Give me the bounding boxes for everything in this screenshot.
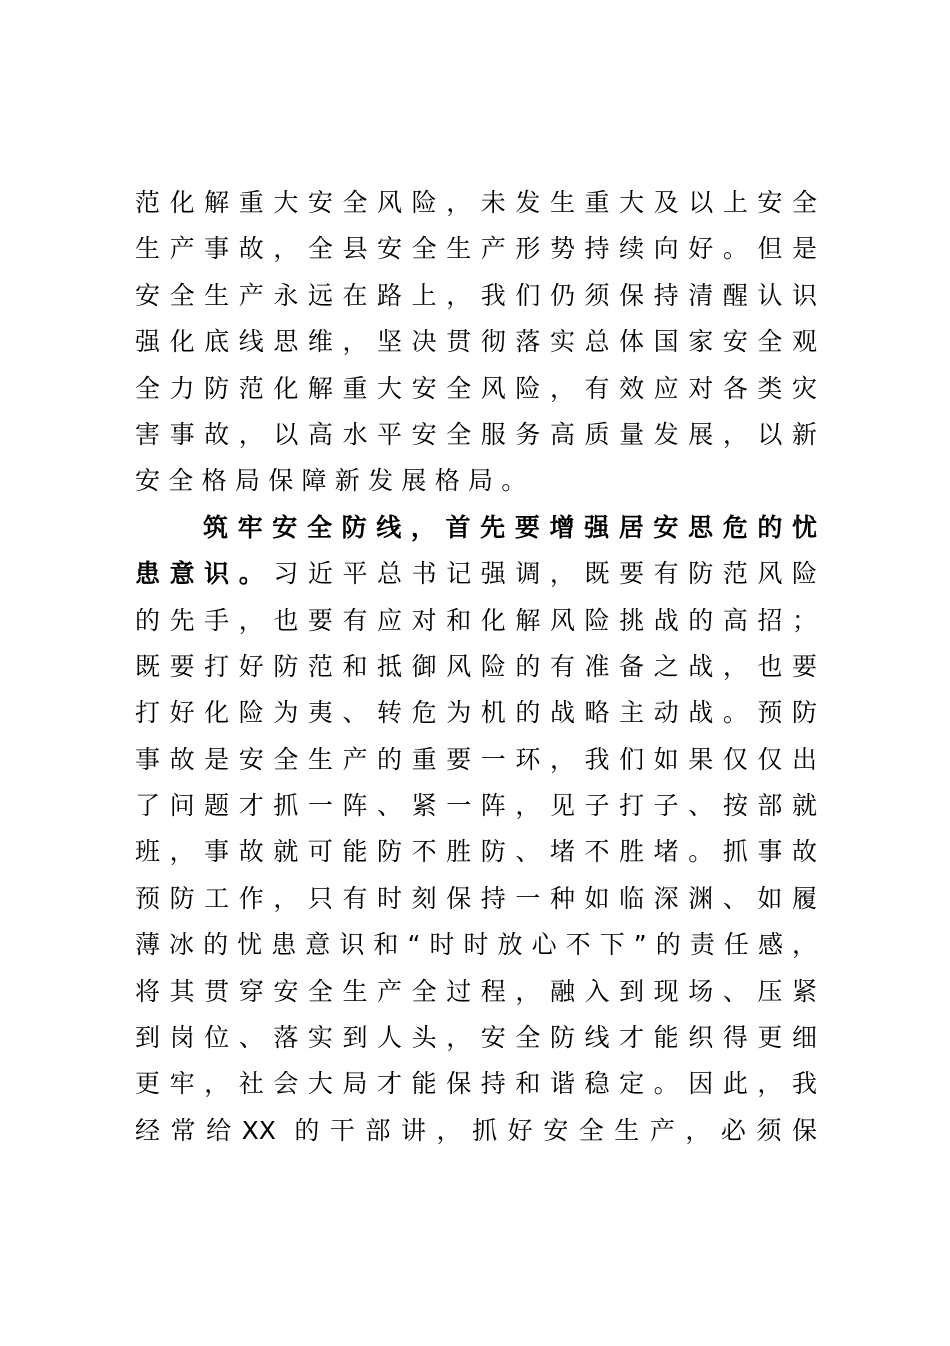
paragraph-2-line-14: 经常给XX 的干部讲，抓好安全生产，必须保 <box>135 1115 817 1145</box>
paragraph-2-line-4: 既要打好防范和抵御风险的有准备之战，也要 <box>135 651 817 681</box>
paragraph-2-heading-line: 筑牢安全防线，首先要增强居安思危的忧 <box>203 512 817 542</box>
paragraph-2-line-13: 更牢，社会大局才能保持和谐稳定。因此，我 <box>135 1069 817 1099</box>
paragraph-2-line-8: 班，事故就可能防不胜防、堵不胜堵。抓事故 <box>135 837 817 867</box>
paragraph-1-line-1: 范化解重大安全风险，未发生重大及以上安全 <box>135 188 817 217</box>
paragraph-2-line-5: 打好化险为夷、转危为机的战略主动战。预防 <box>135 698 817 728</box>
paragraph-2-line-6: 事故是安全生产的重要一环，我们如果仅仅出 <box>135 744 817 774</box>
paragraph-1-line-4: 强化底线思维，坚决贯彻落实总体国家安全观 <box>135 327 817 357</box>
paragraph-2-line-2 <box>135 551 817 597</box>
body-text <box>135 180 817 1154</box>
paragraph-1-line-6: 害事故，以高水平安全服务高质量发展，以新 <box>135 419 817 449</box>
paragraph-1-line-5: 全力防范化解重大安全风险，有效应对各类灾 <box>135 373 817 403</box>
paragraph-2-heading-end: 患意识。 <box>135 559 274 589</box>
paragraph-2-line-2-text: 习近平总书记强调，既要有防范风险 <box>273 559 817 589</box>
paragraph-2-line-7: 了问题才抓一阵、紧一阵，见子打子、按部就 <box>135 791 817 821</box>
paragraph-2-line-12: 到岗位、落实到人头，安全防线才能织得更细 <box>135 1023 817 1053</box>
paragraph-2-line-10: 薄冰的忧患意识和“时时放心不下”的责任感， <box>135 930 817 960</box>
paragraph-2-line-9: 预防工作，只有时刻保持一种如临深渊、如履 <box>135 883 817 913</box>
paragraph-1-line-7: 安全格局保障新发展格局。 <box>135 466 535 496</box>
paragraph-2-line-3: 的先手，也要有应对和化解风险挑战的高招； <box>135 605 817 635</box>
paragraph-1-line-2: 生产事故，全县安全生产形势持续向好。但是 <box>135 234 817 264</box>
paragraph-1-line-3: 安全生产永远在路上，我们仍须保持清醒认识 <box>135 280 817 310</box>
paragraph-2-line-11: 将其贯穿安全生产全过程，融入到现场、压紧 <box>135 976 817 1006</box>
